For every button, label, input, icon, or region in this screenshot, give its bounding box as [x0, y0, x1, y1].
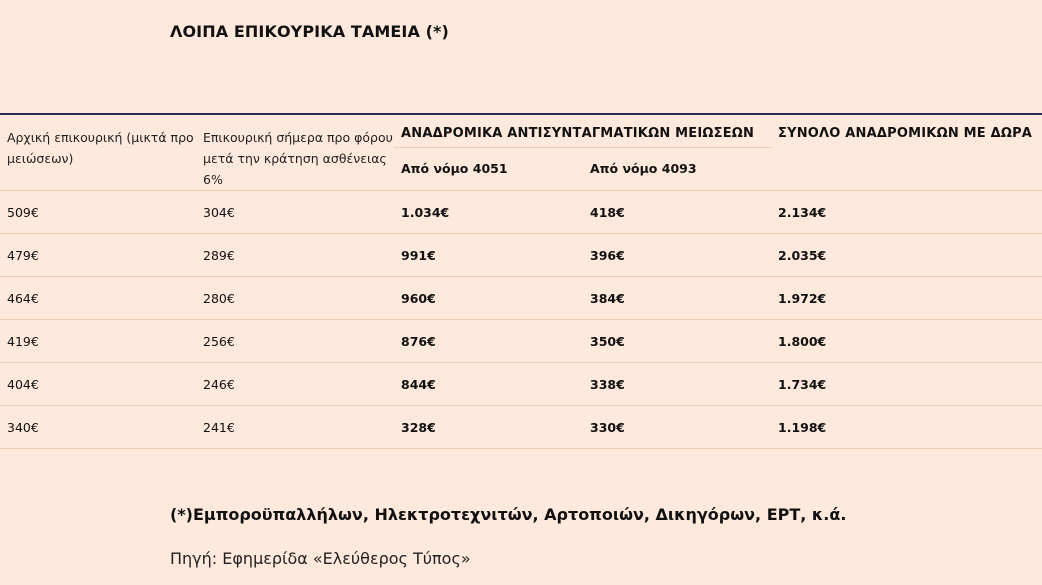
- law-4093-cell: 384€: [583, 277, 771, 320]
- table-row: [0, 234, 1042, 277]
- total-cell: 2.035€: [771, 234, 1042, 277]
- law-4051-cell: 328€: [394, 406, 583, 449]
- table-header: [0, 115, 1042, 191]
- header-law-4051: Από νόμο 4051: [394, 147, 583, 190]
- current-pension-cell: 246€: [196, 363, 394, 406]
- total-cell: 1.972€: [771, 277, 1042, 320]
- law-4093-cell: 350€: [583, 320, 771, 363]
- header-law-4093: Από νόμο 4093: [583, 147, 771, 190]
- law-4051-cell: 991€: [394, 234, 583, 277]
- initial-pension-cell: 509€: [0, 191, 196, 234]
- initial-pension-cell: 419€: [0, 320, 196, 363]
- law-4051-cell: 960€: [394, 277, 583, 320]
- current-pension-cell: 280€: [196, 277, 394, 320]
- table-row: [0, 191, 1042, 234]
- header-initial-pension: Αρχική επικουρική (μικτά προ μειώσεων): [0, 115, 196, 191]
- footnote: (*)Εμποροϋπαλλήλων, Ηλεκτροτεχνιτών, Αρτοποιών, Δικηγόρων, ΕΡΤ, κ.ά.: [170, 505, 847, 524]
- table-row: [0, 406, 1042, 449]
- initial-pension-cell: 340€: [0, 406, 196, 449]
- source-credit: Πηγή: Εφημερίδα «Ελεύθερος Τύπος»: [170, 549, 471, 568]
- page-title: ΛΟΙΠΑ ΕΠΙΚΟΥΡΙΚΑ ΤΑΜΕΙΑ (*): [170, 22, 449, 41]
- total-cell: 1.198€: [771, 406, 1042, 449]
- total-cell: 1.734€: [771, 363, 1042, 406]
- current-pension-cell: 256€: [196, 320, 394, 363]
- current-pension-cell: 241€: [196, 406, 394, 449]
- law-4051-cell: 844€: [394, 363, 583, 406]
- law-4093-cell: 418€: [583, 191, 771, 234]
- current-pension-cell: 304€: [196, 191, 394, 234]
- header-current-pension: Επικουρική σήμερα προ φόρου μετά την κράτηση ασθένειας 6%: [196, 115, 394, 191]
- law-4093-cell: 338€: [583, 363, 771, 406]
- initial-pension-cell: 404€: [0, 363, 196, 406]
- law-4051-cell: 1.034€: [394, 191, 583, 234]
- pension-table: [0, 115, 1042, 449]
- total-cell: 1.800€: [771, 320, 1042, 363]
- law-4051-cell: 876€: [394, 320, 583, 363]
- table-row: [0, 363, 1042, 406]
- initial-pension-cell: 464€: [0, 277, 196, 320]
- law-4093-cell: 330€: [583, 406, 771, 449]
- total-cell: 2.134€: [771, 191, 1042, 234]
- header-total-retroactive: ΣΥΝΟΛΟ ΑΝΑΔΡΟΜΙΚΩΝ ΜΕ ΔΩΡΑ: [771, 115, 1042, 191]
- header-retroactive-group: ΑΝΑΔΡΟΜΙΚΑ ΑΝΤΙΣΥΝΤΑΓΜΑΤΙΚΩΝ ΜΕΙΩΣΕΩΝ: [394, 115, 771, 147]
- table-row: [0, 277, 1042, 320]
- law-4093-cell: 396€: [583, 234, 771, 277]
- initial-pension-cell: 479€: [0, 234, 196, 277]
- table-body: [0, 191, 1042, 449]
- table-row: [0, 320, 1042, 363]
- current-pension-cell: 289€: [196, 234, 394, 277]
